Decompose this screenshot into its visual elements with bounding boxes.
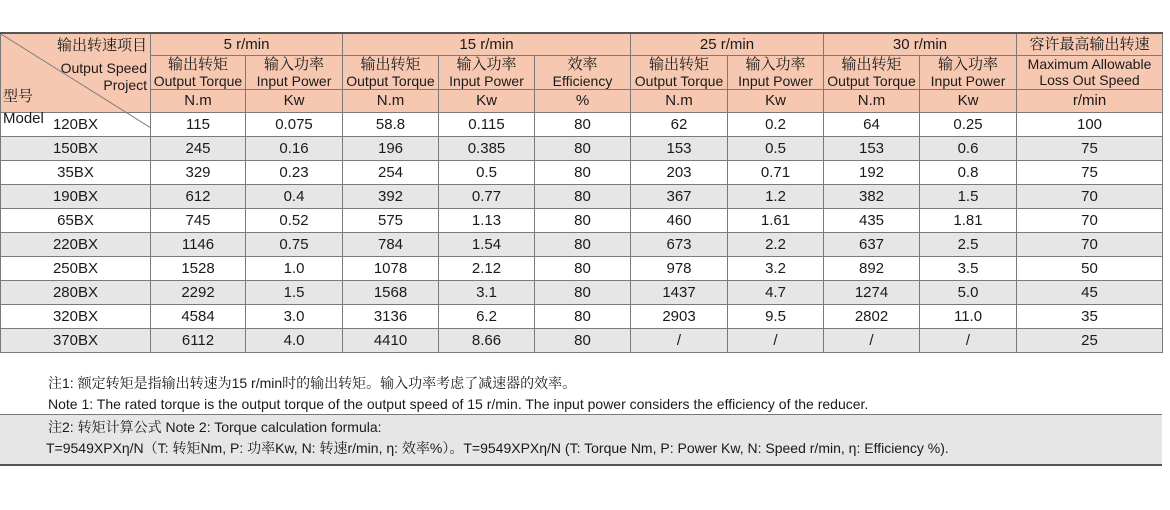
subheader-torque: 输出转矩 Output Torque [631, 55, 728, 89]
model-cell: 190BX [1, 184, 151, 208]
value-cell: 1.54 [439, 232, 535, 256]
corner-model-cn: 型号 [3, 88, 34, 105]
value-cell: 203 [631, 160, 728, 184]
value-cell: 75 [1017, 160, 1163, 184]
value-cell: 3.5 [920, 256, 1017, 280]
value-cell: 4.0 [246, 328, 343, 352]
value-cell: 0.115 [439, 112, 535, 136]
value-cell: 2.5 [920, 232, 1017, 256]
note-1-chinese: 注1: 额定转矩是指输出转速为15 r/min时的输出转矩。输入功率考虑了减速器的效率。 [48, 375, 577, 391]
value-cell: 2802 [824, 304, 920, 328]
value-cell: 435 [824, 208, 920, 232]
table-row [1, 232, 1163, 256]
value-cell: 0.5 [439, 160, 535, 184]
table-row [1, 160, 1163, 184]
value-cell: / [631, 328, 728, 352]
speed-header-25: 25 r/min [631, 33, 824, 55]
notes-section [0, 371, 1162, 466]
value-cell: 70 [1017, 232, 1163, 256]
value-cell: 0.5 [728, 136, 824, 160]
value-cell: 1078 [343, 256, 439, 280]
value-cell: 1.5 [246, 280, 343, 304]
subheader-torque: 输出转矩 Output Torque [343, 55, 439, 89]
value-cell: 80 [535, 280, 631, 304]
value-cell: 100 [1017, 112, 1163, 136]
value-cell: 0.71 [728, 160, 824, 184]
value-cell: 612 [151, 184, 246, 208]
unit-power: Kw [246, 89, 343, 112]
value-cell: 25 [1017, 328, 1163, 352]
value-cell: 3136 [343, 304, 439, 328]
value-cell: 0.75 [246, 232, 343, 256]
value-cell: 4410 [343, 328, 439, 352]
value-cell: 1437 [631, 280, 728, 304]
value-cell: / [728, 328, 824, 352]
subheader-torque: 输出转矩 Output Torque [151, 55, 246, 89]
table-row [1, 280, 1163, 304]
value-cell: 75 [1017, 136, 1163, 160]
unit-torque: N.m [343, 89, 439, 112]
model-cell: 370BX [1, 328, 151, 352]
table-row [1, 304, 1163, 328]
value-cell: 80 [535, 304, 631, 328]
value-cell: 50 [1017, 256, 1163, 280]
value-cell: 35 [1017, 304, 1163, 328]
note-1-english: Note 1: The rated torque is the output torque of the output speed of 15 r/min. The input power considers the efficiency of the reducer. [48, 396, 869, 412]
value-cell: 80 [535, 184, 631, 208]
value-cell: 1528 [151, 256, 246, 280]
note-2 [0, 415, 1162, 466]
subheader-torque: 输出转矩 Output Torque [824, 55, 920, 89]
model-cell: 320BX [1, 304, 151, 328]
value-cell: 80 [535, 136, 631, 160]
model-cell: 65BX [1, 208, 151, 232]
value-cell: 0.2 [728, 112, 824, 136]
value-cell: 1.2 [728, 184, 824, 208]
value-cell: 0.075 [246, 112, 343, 136]
value-cell: 0.52 [246, 208, 343, 232]
value-cell: 2903 [631, 304, 728, 328]
value-cell: 9.5 [728, 304, 824, 328]
value-cell: 0.4 [246, 184, 343, 208]
table-body [1, 112, 1163, 352]
value-cell: 0.6 [920, 136, 1017, 160]
value-cell: 1568 [343, 280, 439, 304]
corner-output-speed-en: Output Speed [60, 60, 147, 76]
subheader-max-speed: Maximum Allowable Loss Out Speed [1017, 55, 1163, 89]
model-cell: 220BX [1, 232, 151, 256]
subheader-power: 输入功率 Input Power [246, 55, 343, 89]
model-cell: 250BX [1, 256, 151, 280]
unit-torque: N.m [824, 89, 920, 112]
value-cell: 80 [535, 232, 631, 256]
value-cell: 0.8 [920, 160, 1017, 184]
table-row [1, 328, 1163, 352]
value-cell: 153 [824, 136, 920, 160]
value-cell: 196 [343, 136, 439, 160]
value-cell: 1.13 [439, 208, 535, 232]
value-cell: 11.0 [920, 304, 1017, 328]
value-cell: 3.1 [439, 280, 535, 304]
value-cell: 3.0 [246, 304, 343, 328]
table-row [1, 208, 1163, 232]
value-cell: / [920, 328, 1017, 352]
unit-torque: N.m [151, 89, 246, 112]
value-cell: 62 [631, 112, 728, 136]
value-cell: 45 [1017, 280, 1163, 304]
subheader-power: 输入功率 Input Power [439, 55, 535, 89]
value-cell: 0.25 [920, 112, 1017, 136]
note-2-formula: T=9549XPXη/N（T: 转矩Nm, P: 功率Kw, N: 转速r/min, η: 效率%）。T=9549XPXη/N (T: Torque Nm, P: Power Kw, N: Speed r/min, η: Efficiency %). [46, 440, 949, 456]
model-cell: 150BX [1, 136, 151, 160]
value-cell: 70 [1017, 208, 1163, 232]
value-cell: 2.12 [439, 256, 535, 280]
value-cell: 4584 [151, 304, 246, 328]
note-1 [0, 371, 1162, 415]
corner-output-speed-cn: 输出转速项目 [56, 37, 147, 54]
unit-max-speed: r/min [1017, 89, 1163, 112]
value-cell: 4.7 [728, 280, 824, 304]
note-2-title: 注2: 转矩计算公式 Note 2: Torque calculation formula: [48, 419, 382, 435]
value-cell: 1.5 [920, 184, 1017, 208]
value-cell: 1.61 [728, 208, 824, 232]
value-cell: 64 [824, 112, 920, 136]
value-cell: 460 [631, 208, 728, 232]
value-cell: 392 [343, 184, 439, 208]
value-cell: 153 [631, 136, 728, 160]
table-row [1, 136, 1163, 160]
value-cell: 8.66 [439, 328, 535, 352]
model-cell: 35BX [1, 160, 151, 184]
subheader-power: 输入功率 Input Power [920, 55, 1017, 89]
unit-power: Kw [920, 89, 1017, 112]
value-cell: 0.23 [246, 160, 343, 184]
table-row [1, 256, 1163, 280]
speed-header-5: 5 r/min [151, 33, 343, 55]
model-cell: 120BX [1, 112, 151, 136]
value-cell: 3.2 [728, 256, 824, 280]
value-cell: 0.77 [439, 184, 535, 208]
value-cell: 673 [631, 232, 728, 256]
value-cell: 80 [535, 256, 631, 280]
table-row [1, 184, 1163, 208]
unit-efficiency: % [535, 89, 631, 112]
value-cell: 978 [631, 256, 728, 280]
value-cell: 115 [151, 112, 246, 136]
value-cell: 892 [824, 256, 920, 280]
value-cell: 245 [151, 136, 246, 160]
value-cell: 1146 [151, 232, 246, 256]
value-cell: 329 [151, 160, 246, 184]
value-cell: 80 [535, 328, 631, 352]
unit-power: Kw [728, 89, 824, 112]
value-cell: 192 [824, 160, 920, 184]
value-cell: 80 [535, 160, 631, 184]
value-cell: 367 [631, 184, 728, 208]
value-cell: 2292 [151, 280, 246, 304]
corner-model-en: Model [3, 110, 44, 127]
value-cell: 80 [535, 208, 631, 232]
max-speed-header-cn: 容许最高输出转速 [1017, 33, 1163, 55]
value-cell: 254 [343, 160, 439, 184]
value-cell: 637 [824, 232, 920, 256]
corner-project-en: Project [103, 77, 147, 93]
value-cell: 1.0 [246, 256, 343, 280]
unit-torque: N.m [631, 89, 728, 112]
value-cell: 1274 [824, 280, 920, 304]
value-cell: 745 [151, 208, 246, 232]
speed-header-30: 30 r/min [824, 33, 1017, 55]
value-cell: 6112 [151, 328, 246, 352]
value-cell: 6.2 [439, 304, 535, 328]
value-cell: 784 [343, 232, 439, 256]
value-cell: 5.0 [920, 280, 1017, 304]
value-cell: 80 [535, 112, 631, 136]
subheader-efficiency: 效率 Efficiency [535, 55, 631, 89]
unit-power: Kw [439, 89, 535, 112]
subheader-power: 输入功率 Input Power [728, 55, 824, 89]
value-cell: 1.81 [920, 208, 1017, 232]
value-cell: 2.2 [728, 232, 824, 256]
value-cell: 575 [343, 208, 439, 232]
value-cell: 70 [1017, 184, 1163, 208]
value-cell: / [824, 328, 920, 352]
table-row [1, 112, 1163, 136]
value-cell: 382 [824, 184, 920, 208]
model-cell: 280BX [1, 280, 151, 304]
value-cell: 0.16 [246, 136, 343, 160]
torque-spec-table [0, 32, 1163, 353]
value-cell: 0.385 [439, 136, 535, 160]
value-cell: 58.8 [343, 112, 439, 136]
speed-header-15: 15 r/min [343, 33, 631, 55]
